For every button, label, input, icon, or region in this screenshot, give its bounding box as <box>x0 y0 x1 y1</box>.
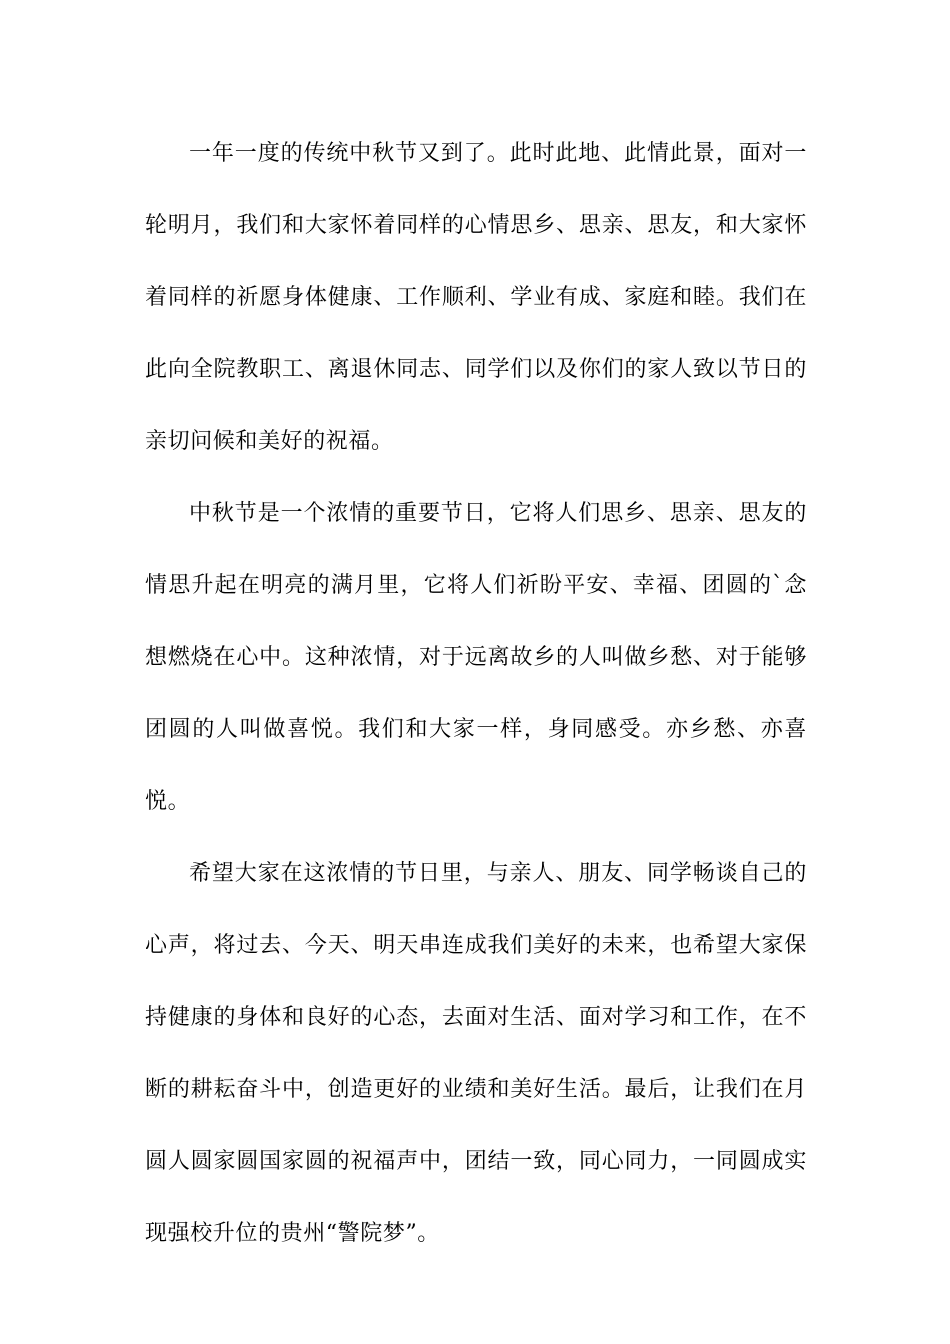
paragraph-2: 中秋节是一个浓情的重要节日，它将人们思乡、思亲、思友的情思升起在明亮的满月里，它将人们祈盼平安、幸福、团圆的`念想燃烧在心中。这种浓情，对于远离故乡的人叫做乡愁、对于能够团圆的人叫做喜悦。我们和大家一样，身同感受。亦乡愁、亦喜悦。 <box>145 501 807 814</box>
document-body <box>145 118 807 1270</box>
paragraph-1: 一年一度的传统中秋节又到了。此时此地、此情此景，面对一轮明月，我们和大家怀着同样的心情思乡、思亲、思友，和大家怀着同样的祈愿身体健康、工作顺利、学业有成、家庭和睦。我们在此向全院教职工、离退休同志、同学们以及你们的家人致以节日的亲切问候和美好的祝福。 <box>145 141 807 454</box>
paragraph-3: 希望大家在这浓情的节日里，与亲人、朋友、同学畅谈自己的心声，将过去、今天、明天串连成我们美好的未来，也希望大家保持健康的身体和良好的心态，去面对生活、面对学习和工作，在不断的耕耘奋斗中，创造更好的业绩和美好生活。最后，让我们在月圆人圆家圆国家圆的祝福声中，团结一致，同心同力，一同圆成实现强校升位的贵州“警院梦”。 <box>145 861 807 1246</box>
